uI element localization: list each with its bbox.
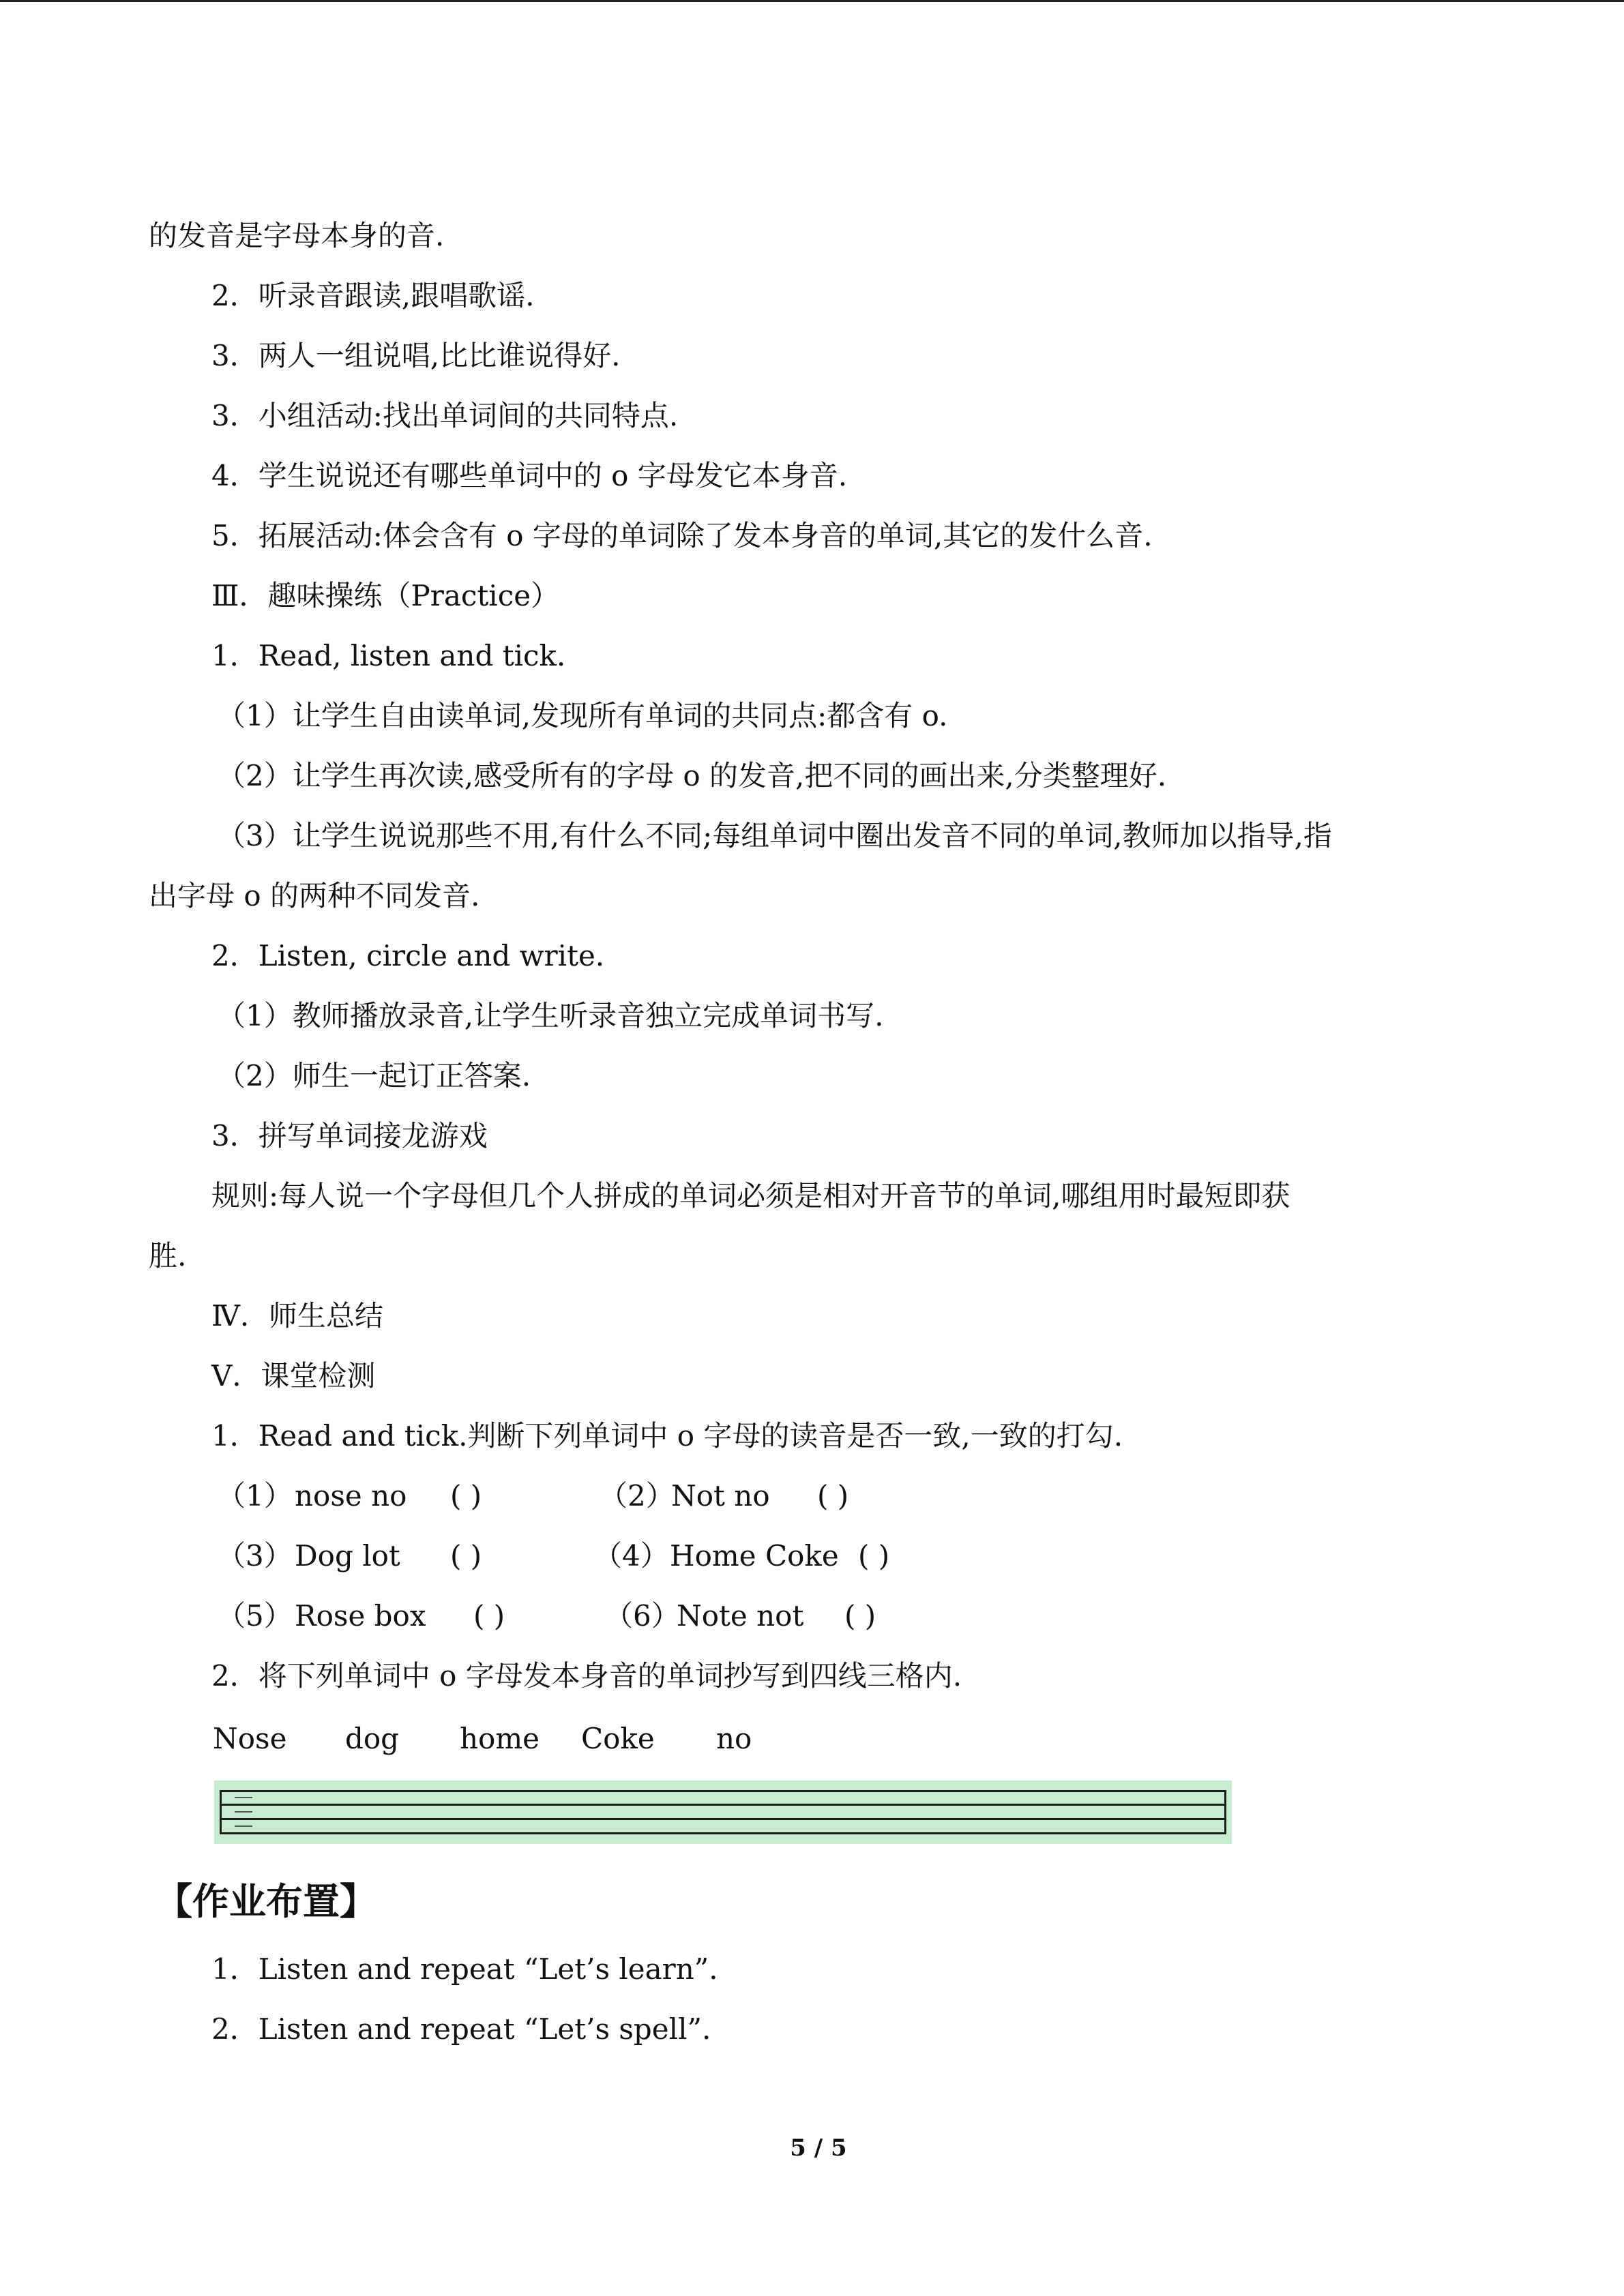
homework-item: 2．Listen and repeat “Let’s spell”. (211, 2012, 711, 2046)
answer-parentheses: ( ) (858, 1539, 890, 1572)
exercise-number: （2） (599, 1479, 675, 1512)
text-line: （3）让学生说说那些不用,有什么不同;每组单词中圈出发音不同的单词,教师加以指导,指 (217, 819, 1332, 852)
grid-mark (235, 1825, 252, 1827)
word-item: home (460, 1722, 540, 1755)
section-heading-summary: Ⅳ．师生总结 (211, 1299, 383, 1332)
grid-line (220, 1832, 1226, 1834)
text-line: 2．将下列单词中 o 字母发本身音的单词抄写到四线三格内. (211, 1659, 962, 1693)
text-line: 规则:每人说一个字母但几个人拼成的单词必须是相对开音节的单词,哪组用时最短即获 (211, 1179, 1290, 1212)
grid-line (220, 1818, 1226, 1820)
exercise-number: （3） (217, 1539, 293, 1572)
exercise-words: Home Coke (670, 1539, 839, 1572)
exercise-number: （4） (593, 1539, 669, 1572)
text-line: 2．听录音跟读,跟唱歌谣. (211, 279, 535, 312)
answer-parentheses: ( ) (473, 1599, 505, 1632)
text-line: 1．Read and tick.判断下列单词中 o 字母的读音是否一致,一致的打勾. (211, 1419, 1123, 1452)
answer-parentheses: ( ) (450, 1479, 482, 1512)
text-line: 1．Read, listen and tick. (211, 639, 566, 672)
exercise-words: Dog lot (295, 1539, 400, 1572)
exercise-words: Rose box (295, 1599, 426, 1632)
exercise-words: Note not (677, 1599, 804, 1632)
answer-parentheses: ( ) (844, 1599, 876, 1632)
exercise-number: （1） (217, 1479, 293, 1512)
grid-line (220, 1804, 1226, 1806)
exercise-words: nose no (295, 1479, 407, 1512)
grid-mark (235, 1797, 252, 1798)
answer-parentheses: ( ) (450, 1539, 482, 1572)
text-line: 出字母 o 的两种不同发音. (149, 879, 480, 912)
grid-border-right (1224, 1790, 1226, 1834)
exercise-number: （6） (604, 1599, 680, 1632)
exercise-words: Not no (671, 1479, 770, 1512)
grid-line (220, 1790, 1226, 1792)
section-heading-test: Ⅴ．课堂检测 (211, 1359, 376, 1392)
text-line: 3．两人一组说唱,比比谁说得好. (211, 339, 621, 372)
text-line: 5．拓展活动:体会含有 o 字母的单词除了发本身音的单词,其它的发什么音. (211, 519, 1153, 552)
exercise-row (0, 1536, 1624, 1577)
homework-heading: 【作业布置】 (156, 1880, 377, 1923)
text-line: （1）教师播放录音,让学生听录音独立完成单词书写. (217, 999, 884, 1032)
text-line: （2）师生一起订正答案. (217, 1059, 531, 1092)
text-line: （1）让学生自由读单词,发现所有单词的共同点:都含有 o. (217, 699, 948, 732)
exercise-number: （5） (217, 1599, 293, 1632)
text-line: 4．学生说说还有哪些单词中的 o 字母发它本身音. (211, 459, 848, 492)
homework-item: 1．Listen and repeat “Let’s learn”. (211, 1952, 718, 1986)
exercise-row (0, 1476, 1624, 1517)
word-item: no (716, 1722, 752, 1755)
answer-parentheses: ( ) (817, 1479, 849, 1512)
word-item: Nose (213, 1722, 287, 1755)
text-line: 3．小组活动:找出单词间的共同特点. (211, 399, 679, 432)
text-line: 胜. (149, 1239, 187, 1272)
page-number: 5 / 5 (790, 2134, 847, 2162)
text-line: 3．拼写单词接龙游戏 (211, 1119, 488, 1152)
exercise-row (0, 1596, 1624, 1637)
grid-mark (235, 1811, 252, 1813)
top-border-rule (0, 0, 1624, 2)
word-item: dog (345, 1722, 400, 1755)
text-line: 2．Listen, circle and write. (211, 939, 605, 972)
four-line-writing-grid (214, 1780, 1232, 1844)
text-line: （2）让学生再次读,感受所有的字母 o 的发音,把不同的画出来,分类整理好. (217, 759, 1167, 792)
word-item: Coke (581, 1722, 655, 1755)
word-list (0, 1718, 1624, 1759)
section-heading-practice: Ⅲ．趣味操练（Practice） (211, 579, 560, 612)
grid-border-left (220, 1790, 222, 1834)
text-line: 的发音是字母本身的音. (149, 219, 445, 252)
